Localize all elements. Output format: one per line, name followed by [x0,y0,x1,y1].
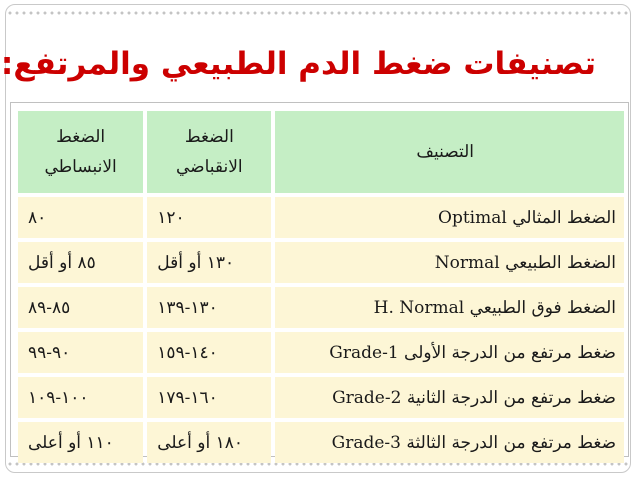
header-systolic [147,111,271,193]
cell-classification: الضغط المثالي Optimal [275,197,624,238]
cell-diastolic: ٨٥-٨٩ [18,287,143,328]
cell-classification: الضغط فوق الطبيعي H. Normal [275,287,624,328]
table-row [18,377,624,418]
slide-title: تصنيفات ضغط الدم الطبيعي والمرتفع: [0,46,596,82]
cell-diastolic: ٩٠-٩٩ [18,332,143,373]
header-diastolic [18,111,143,193]
table-row [18,197,624,238]
cell-classification: ضغط مرتفع من الدرجة الثانية Grade-2 [275,377,624,418]
cell-diastolic: ٨٥ أو أقل [18,242,143,283]
header-systolic-line1: الضغط [184,127,234,147]
cell-systolic: ١٣٠-١٣٩ [147,287,271,328]
cell-classification: ضغط مرتفع من الدرجة الثالثة Grade-3 [275,422,624,463]
cell-systolic: ١٤٠-١٥٩ [147,332,271,373]
cell-diastolic: ١١٠ أو أعلى [18,422,143,463]
cell-diastolic: ١٠٠-١٠٩ [18,377,143,418]
cell-systolic: ١٢٠ [147,197,271,238]
table-row [18,422,624,463]
cell-systolic: ١٨٠ أو أعلى [147,422,271,463]
header-classification: التصنيف [275,111,624,193]
cell-diastolic: ٨٠ [18,197,143,238]
header-diastolic-line2: الانبساطي [44,157,117,177]
header-diastolic-line1: الضغط [56,127,106,147]
table-row [18,242,624,283]
cell-classification: الضغط الطبيعي Normal [275,242,624,283]
cell-systolic: ١٣٠ أو أقل [147,242,271,283]
cell-systolic: ١٦٠-١٧٩ [147,377,271,418]
blood-pressure-table [14,107,628,467]
cell-classification: ضغط مرتفع من الدرجة الأولى Grade-1 [275,332,624,373]
table-container [10,102,629,457]
table-row [18,287,624,328]
top-dotted-border [6,10,630,16]
table-header-row [18,111,624,193]
table-row [18,332,624,373]
header-systolic-line2: الانقباضي [175,157,243,177]
